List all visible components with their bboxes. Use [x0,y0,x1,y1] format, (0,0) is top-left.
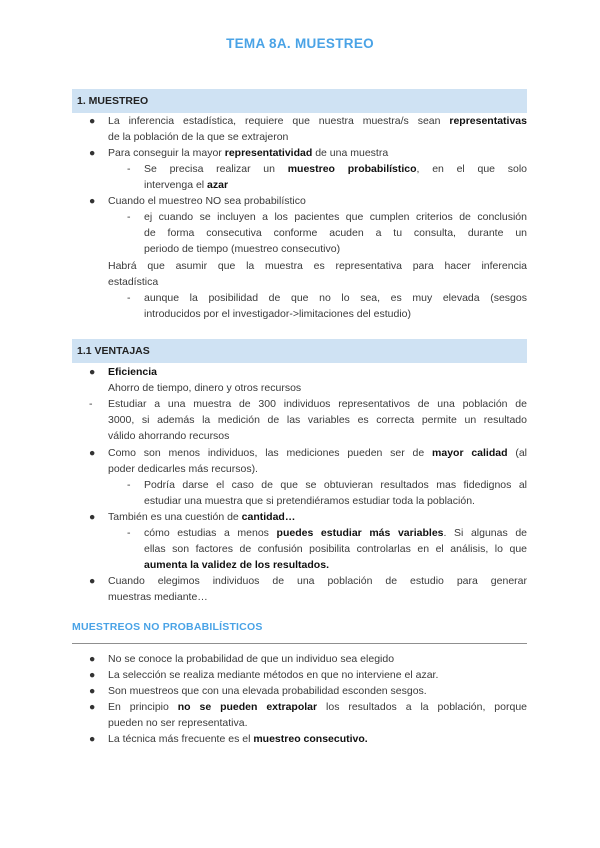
text-line: ellas son factores de confusión posibilita controlarlas en el análisis, lo que [144,543,527,555]
text-line: También es una cuestión de cantidad… [108,511,296,523]
text-line: poder dedicarles más recursos). [108,463,258,475]
text-line: Podría darse el caso de que se obtuvieran resultados mas fidedignos al [144,479,527,491]
text-line: aunque la posibilidad de que no lo sea, es muy elevada (sesgos [144,292,527,304]
text-line: de forma consecutiva conforme acuden a tu consulta, durante un [144,227,527,239]
bullet-icon: ● [89,511,96,523]
divider [72,643,527,644]
text-line: aumenta la validez de los resultados. [144,559,329,571]
bullet-icon: ● [89,147,96,159]
text-line: En principio no se pueden extrapolar los resultados a la población, porque [108,701,527,713]
bullet-icon: ● [89,447,96,459]
text-line: Eficiencia [108,366,158,378]
bullet-icon: ● [89,701,96,713]
text-line: cómo estudias a menos puedes estudiar más variables. Si algunas de [144,527,528,539]
text-line: estadística [108,276,159,288]
text-line: Habrá que asumir que la muestra es representativa para hacer inferencia [108,260,527,272]
text-line: La selección se realiza mediante métodos en que no interviene el azar. [108,669,439,681]
text-line: Son muestreos que con una elevada probabilidad esconden sesgos. [108,685,427,697]
text-line: Cuando el muestreo NO sea probabilístico [108,195,306,207]
dash-icon: - [127,479,131,491]
text-line: muestras mediante… [108,591,208,603]
text-line: válido ahorrando recursos [108,430,230,442]
section-heading-no-probabilisticos: MUESTREOS NO PROBABILÍSTICOS [72,621,263,633]
text-line: introducidos por el investigador->limitaciones del estudio) [144,308,412,320]
dash-icon: - [89,398,93,410]
bullet-icon: ● [89,685,96,697]
dash-icon: - [127,163,131,175]
bullet-icon: ● [89,195,96,207]
section-heading-muestreo: 1. MUESTREO [72,89,527,113]
text-line: ej cuando se incluyen a los pacientes que cumplen criterios de conclusión [144,211,527,223]
bullet-icon: ● [89,653,96,665]
text-line: No se conoce la probabilidad de que un individuo sea elegido [108,653,395,665]
text-line: intervenga el azar [144,179,229,191]
text-line: periodo de tiempo (muestreo consecutivo) [144,243,341,255]
text-line: La técnica más frecuente es el muestreo consecutivo. [108,733,368,745]
text-line: Como son menos individuos, las mediciones pueden ser de mayor calidad (al [108,447,527,459]
text-line: La inferencia estadística, requiere que nuestra muestra/s sean representativas [108,115,527,127]
text-line: estudiar una muestra que si pretendiéramos estudiar toda la población. [144,495,475,507]
text-line: pueden no ser representativa. [108,717,248,729]
bullet-icon: ● [89,366,96,378]
section-heading-ventajas: 1.1 VENTAJAS [72,339,527,363]
dash-icon: - [127,527,131,539]
bullet-icon: ● [89,733,96,745]
text-line: de la población de la que se extrajeron [108,131,289,143]
bullet-icon: ● [89,115,96,127]
text-line: Para conseguir la mayor representatividad de una muestra [108,147,389,159]
dash-icon: - [127,211,131,223]
page-title: TEMA 8A. MUESTREO [226,36,374,51]
text-line: Cuando elegimos individuos de una población de estudio para generar [108,575,527,587]
bullet-icon: ● [89,575,96,587]
dash-icon: - [127,292,131,304]
bullet-icon: ● [89,669,96,681]
text-line: Ahorro de tiempo, dinero y otros recursos [108,382,302,394]
text-line: 3000, si además la medición de las variables es correcta permite un resultado [108,414,527,426]
text-line: Se precisa realizar un muestreo probabilístico, en el que solo [144,163,528,175]
text-line: Estudiar a una muestra de 300 individuos representativos de una población de [108,398,527,410]
